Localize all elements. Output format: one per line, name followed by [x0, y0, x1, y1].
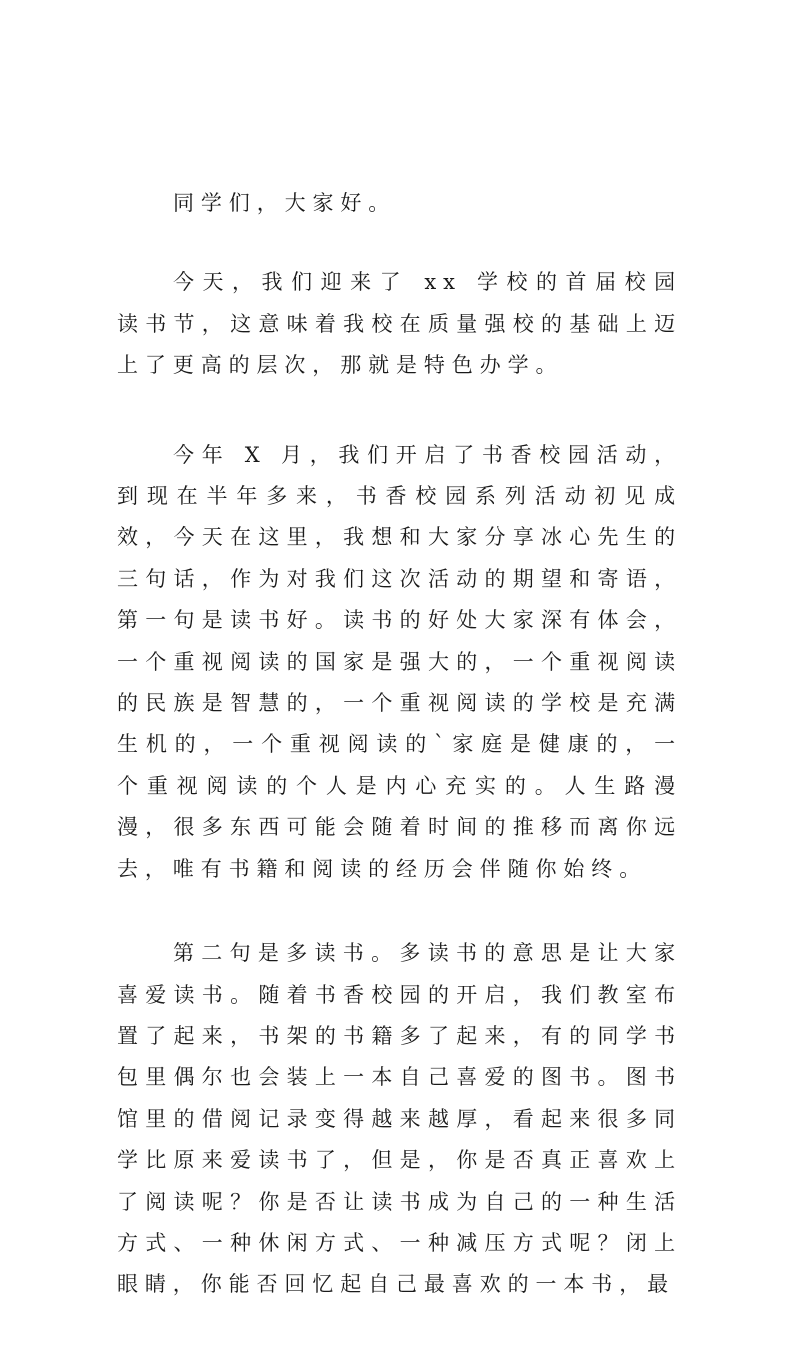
paragraph-greeting: 同学们，大家好。: [173, 191, 397, 215]
document-page: [117, 183, 682, 1347]
paragraph-reading-is-good: 今年 X 月，我们开启了书香校园活动，到现在半年多来，书香校园系列活动初见成效，今天在这里，我想和大家分享冰心先生的三句话，作为对我们这次活动的期望和寄语，第一句是读书好。读书的好处大家深有体会，一个重视阅读的国家是强大的，一个重视阅读的民族是智慧的，一个重视阅读的学校是充满生机的，一个重视阅读的`家庭是健康的，一个重视阅读的个人是内心充实的。人生路漫漫，很多东西可能会随着时间的推移而离你远去，唯有书籍和阅读的经历会伴随你始终。: [117, 442, 682, 881]
paragraph-read-more: 第二句是多读书。多读书的意思是让大家喜爱读书。随着书香校园的开启，我们教室布置了起来，书架的书籍多了起来，有的同学书包里偶尔也会装上一本自己喜爱的图书。图书馆里的借阅记录变得越来越厚，看起来很多同学比原来爱读书了，但是，你是否真正喜欢上了阅读呢？你是否让读书成为自己的一种生活方式、一种休闲方式、一种减压方式呢？闭上眼睛，你能否回忆起自己最喜欢的一本书，最: [117, 941, 682, 1297]
paragraph-reading-festival-intro: 今天，我们迎来了 xx 学校的首届校园读书节，这意味着我校在质量强校的基础上迈上了更高的层次，那就是特色办学。: [117, 270, 682, 378]
